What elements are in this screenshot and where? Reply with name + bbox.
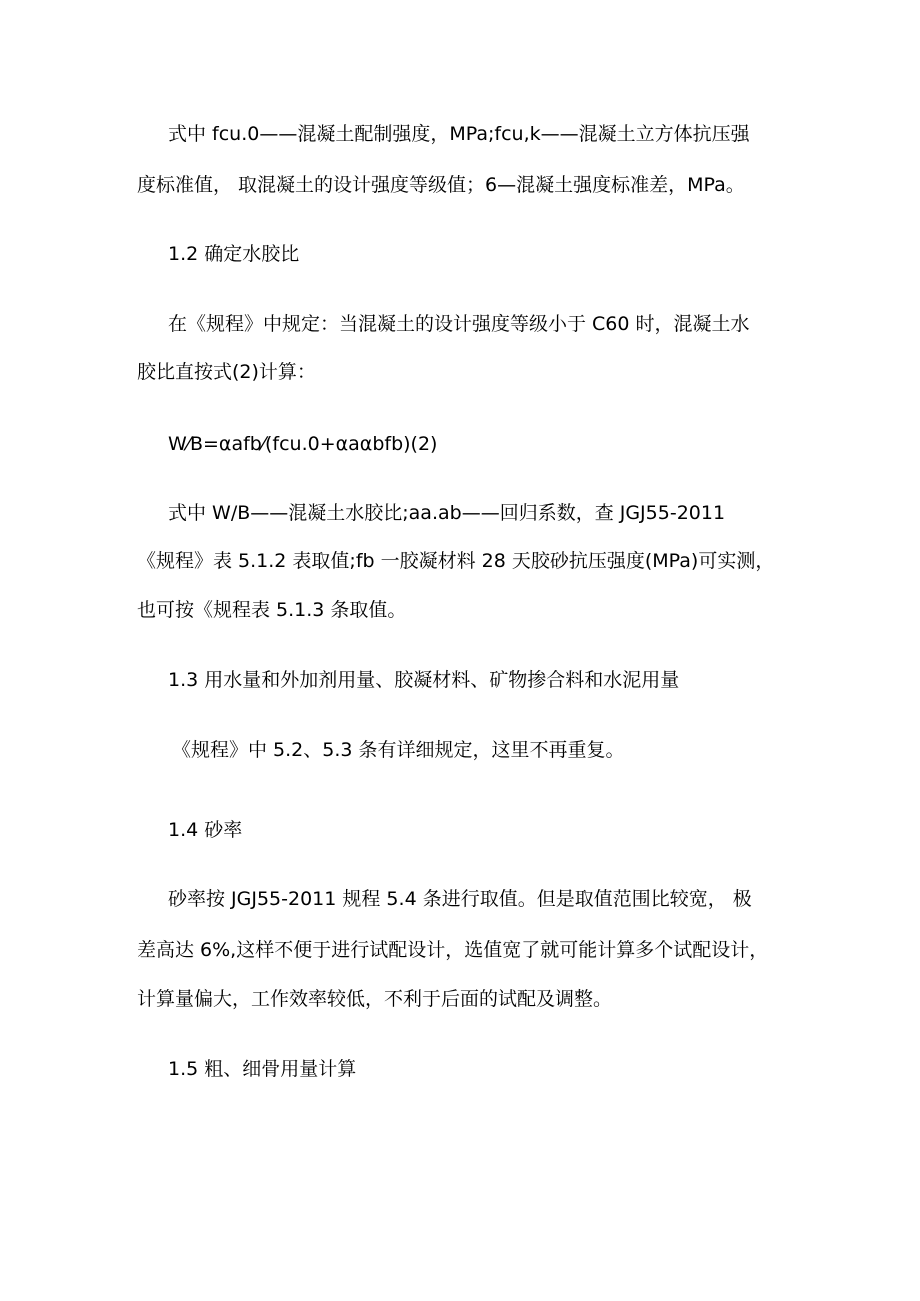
paragraph-3-line-1: 在《规程》中规定：当混凝土的设计强度等级小于 C60 时，混凝土水 [168,313,750,335]
paragraph-7-line-1: 《规程》中 5.2、5.3 条有详细规定，这里不再重复。 [172,739,625,761]
paragraph-5-line-1: 式中 W/B——混凝土水胶比;aa.ab——回归系数，查 JGJ55-2011 [168,502,726,524]
paragraph-5-line-3: 也可按《规程表 5.1.3 条取值。 [137,599,407,621]
formula-water-binder-ratio: W⁄B=αafb⁄(fcu.0+αaαbfb)(2) [168,433,438,455]
paragraph-1-line-1: 式中 fcu.0——混凝土配制强度，MPa;fcu,k——混凝土立方体抗压强 [168,123,750,145]
paragraph-3-line-2: 胶比直按式(2)计算： [137,361,316,383]
paragraph-9-line-3: 计算量偏大，工作效率较低，不利于后面的试配及调整。 [137,988,613,1010]
section-heading-1-4: 1.4 砂率 [168,819,243,841]
section-heading-1-2: 1.2 确定水胶比 [168,243,300,265]
paragraph-5-line-2: 《规程》表 5.1.2 表取值;fb 一胶凝材料 28 天胶砂抗压强度(MPa)可实测， [137,550,775,572]
paragraph-9-line-1: 砂率按 JGJ55-2011 规程 5.4 条进行取值。但是取值范围比较宽， 极 [168,888,752,910]
paragraph-1-line-2: 度标准值， 取混凝土的设计强度等级值；6—混凝土强度标准差，MPa。 [137,174,745,196]
paragraph-9-line-2: 差高达 6%,这样不便于进行试配设计，选值宽了就可能计算多个试配设计， [137,939,769,961]
section-heading-1-5: 1.5 粗、细骨用量计算 [168,1058,357,1080]
section-heading-1-3: 1.3 用水量和外加剂用量、胶凝材料、矿物掺合料和水泥用量 [168,669,680,691]
